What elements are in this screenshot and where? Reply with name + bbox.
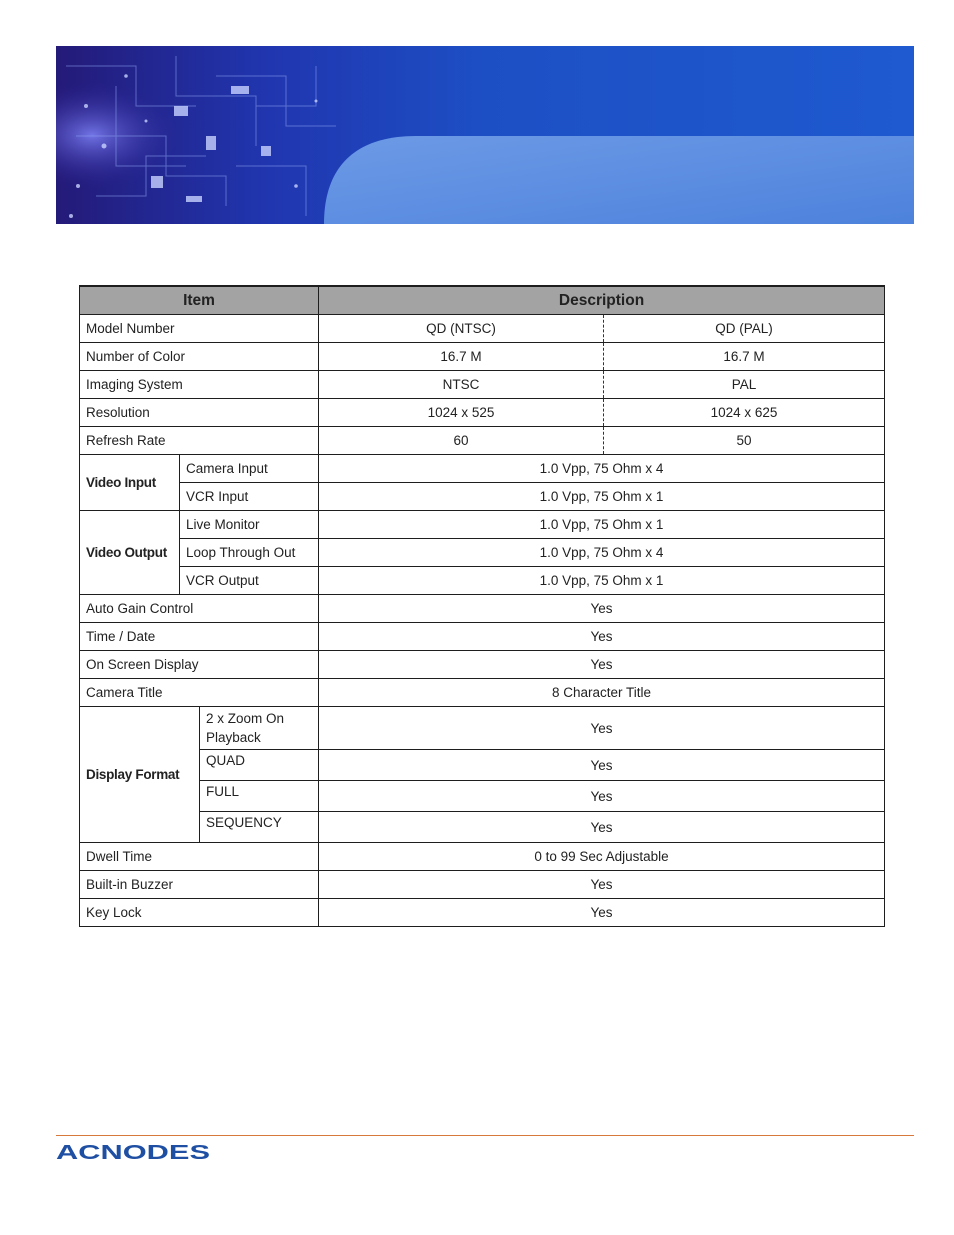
table-row [80,750,885,781]
quad-label: QUAD [200,750,319,781]
table-row [80,343,885,371]
table-header-row [80,286,885,315]
acnodes-logo [56,1139,216,1168]
camera-input-label: Camera Input [180,455,319,483]
table-row [80,511,885,539]
quad-value: Yes [319,750,885,781]
item-column-header: Item [80,286,319,315]
model-number-label: Model Number [80,315,319,343]
number-of-color-ntsc: 16.7 M [319,343,604,371]
table-row [80,427,885,455]
description-column-header: Description [319,286,885,315]
camera-title-value: 8 Character Title [319,679,885,707]
display-format-group-label: Display Format [80,707,200,843]
on-screen-display-value: Yes [319,651,885,679]
specification-table [79,285,885,927]
key-lock-value: Yes [319,899,885,927]
table-row [80,679,885,707]
table-row [80,399,885,427]
sequency-label: SEQUENCY [200,812,319,843]
table-row [80,871,885,899]
table-row [80,539,885,567]
time-date-value: Yes [319,623,885,651]
table-row [80,843,885,871]
table-row [80,567,885,595]
built-in-buzzer-label: Built-in Buzzer [80,871,319,899]
vcr-output-value: 1.0 Vpp, 75 Ohm x 1 [319,567,885,595]
table-row [80,455,885,483]
sequency-value: Yes [319,812,885,843]
camera-title-label: Camera Title [80,679,319,707]
dwell-time-value: 0 to 99 Sec Adjustable [319,843,885,871]
number-of-color-pal: 16.7 M [604,343,885,371]
loop-through-out-value: 1.0 Vpp, 75 Ohm x 4 [319,539,885,567]
zoom-label-line1: 2 x Zoom On [206,711,285,726]
banner-graphic [56,46,914,224]
resolution-label: Resolution [80,399,319,427]
acnodes-logo-graphic [56,1139,216,1163]
banner-curve [324,136,914,224]
full-label: FULL [200,781,319,812]
table-row [80,483,885,511]
table-row [80,315,885,343]
model-number-ntsc: QD (NTSC) [319,315,604,343]
footer-divider [56,1135,914,1136]
built-in-buzzer-value: Yes [319,871,885,899]
video-input-group-label: Video Input [80,455,180,511]
header-banner [56,46,914,224]
table-row [80,371,885,399]
live-monitor-label: Live Monitor [180,511,319,539]
vcr-input-label: VCR Input [180,483,319,511]
logo-wordmark: ACNODES [56,1142,210,1163]
camera-input-value: 1.0 Vpp, 75 Ohm x 4 [319,455,885,483]
table-row [80,781,885,812]
dwell-time-label: Dwell Time [80,843,319,871]
vcr-output-label: VCR Output [180,567,319,595]
resolution-ntsc: 1024 x 525 [319,399,604,427]
imaging-system-label: Imaging System [80,371,319,399]
table-row [80,812,885,843]
time-date-label: Time / Date [80,623,319,651]
number-of-color-label: Number of Color [80,343,319,371]
model-number-pal: QD (PAL) [604,315,885,343]
zoom-playback-label [200,707,319,750]
table-row [80,595,885,623]
full-value: Yes [319,781,885,812]
refresh-rate-label: Refresh Rate [80,427,319,455]
table-row [80,623,885,651]
table-row [80,899,885,927]
zoom-label-line2: Playback [206,730,261,745]
live-monitor-value: 1.0 Vpp, 75 Ohm x 1 [319,511,885,539]
table-row [80,651,885,679]
vcr-input-value: 1.0 Vpp, 75 Ohm x 1 [319,483,885,511]
imaging-system-ntsc: NTSC [319,371,604,399]
auto-gain-control-label: Auto Gain Control [80,595,319,623]
refresh-rate-ntsc: 60 [319,427,604,455]
auto-gain-control-value: Yes [319,595,885,623]
resolution-pal: 1024 x 625 [604,399,885,427]
zoom-playback-value: Yes [319,707,885,750]
key-lock-label: Key Lock [80,899,319,927]
on-screen-display-label: On Screen Display [80,651,319,679]
refresh-rate-pal: 50 [604,427,885,455]
loop-through-out-label: Loop Through Out [180,539,319,567]
imaging-system-pal: PAL [604,371,885,399]
table-row [80,707,885,750]
video-output-group-label: Video Output [80,511,180,595]
